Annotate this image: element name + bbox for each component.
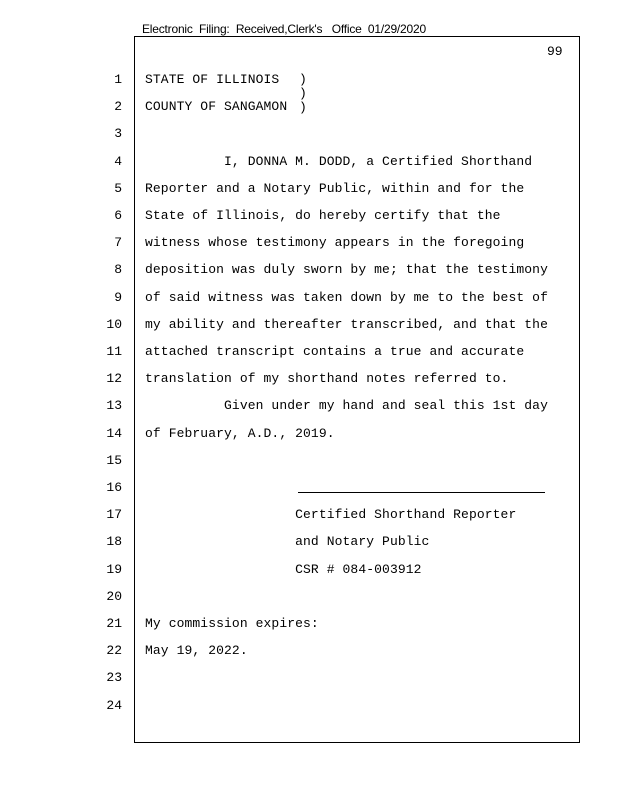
line-number: 4 [114,154,122,169]
line-number: 15 [106,453,122,468]
line-number: 5 [114,181,122,196]
line-text: State of Illinois, do hereby certify that the [145,208,501,223]
line-number: 16 [106,480,122,495]
line-number: 21 [106,616,122,631]
line-text: CSR # 084-003912 [145,562,422,577]
line-number: 12 [106,371,122,386]
line-text: of said witness was taken down by me to the best of [145,290,548,305]
line-number: 24 [106,698,122,713]
caption-paren-2: ) [299,86,307,101]
line-number: 18 [106,534,122,549]
line-text: of February, A.D., 2019. [145,426,335,441]
line-text: my ability and thereafter transcribed, and that the [145,317,548,332]
caption-paren-1: ) [299,72,307,87]
line-text: I, DONNA M. DODD, a Certified Shorthand [145,154,533,169]
line-number: 9 [114,290,122,305]
line-text: COUNTY OF SANGAMON [145,99,288,114]
line-number: 3 [114,126,122,141]
line-number: 6 [114,208,122,223]
signature-line [298,492,545,493]
line-text: My commission expires: [145,616,319,631]
line-text: Certified Shorthand Reporter [145,507,517,522]
line-number: 7 [114,235,122,250]
line-text: witness whose testimony appears in the foregoing [145,235,525,250]
line-number: 8 [114,262,122,277]
line-number: 10 [106,317,122,332]
line-number: 19 [106,562,122,577]
line-text: STATE OF ILLINOIS [145,72,280,87]
transcript-page-frame [134,36,580,743]
line-number: 20 [106,589,122,604]
line-text: attached transcript contains a true and accurate [145,344,525,359]
line-number: 2 [114,99,122,114]
line-text: Given under my hand and seal this 1st day [145,398,548,413]
line-number: 1 [114,72,122,87]
line-number: 17 [106,507,122,522]
line-number: 22 [106,643,122,658]
line-number: 11 [106,344,122,359]
page-number: 99 [547,44,563,59]
line-text: deposition was duly sworn by me; that the testimony [145,262,548,277]
line-text: May 19, 2022. [145,643,248,658]
caption-paren-3: ) [299,100,307,115]
line-number: 23 [106,670,122,685]
line-text: translation of my shorthand notes referred to. [145,371,509,386]
filing-stamp: Electronic Filing: Received,Clerk's Office 01/29/2020 [142,22,426,36]
line-number: 14 [106,426,122,441]
line-text: and Notary Public [145,534,430,549]
line-text: Reporter and a Notary Public, within and for the [145,181,525,196]
line-number: 13 [106,398,122,413]
